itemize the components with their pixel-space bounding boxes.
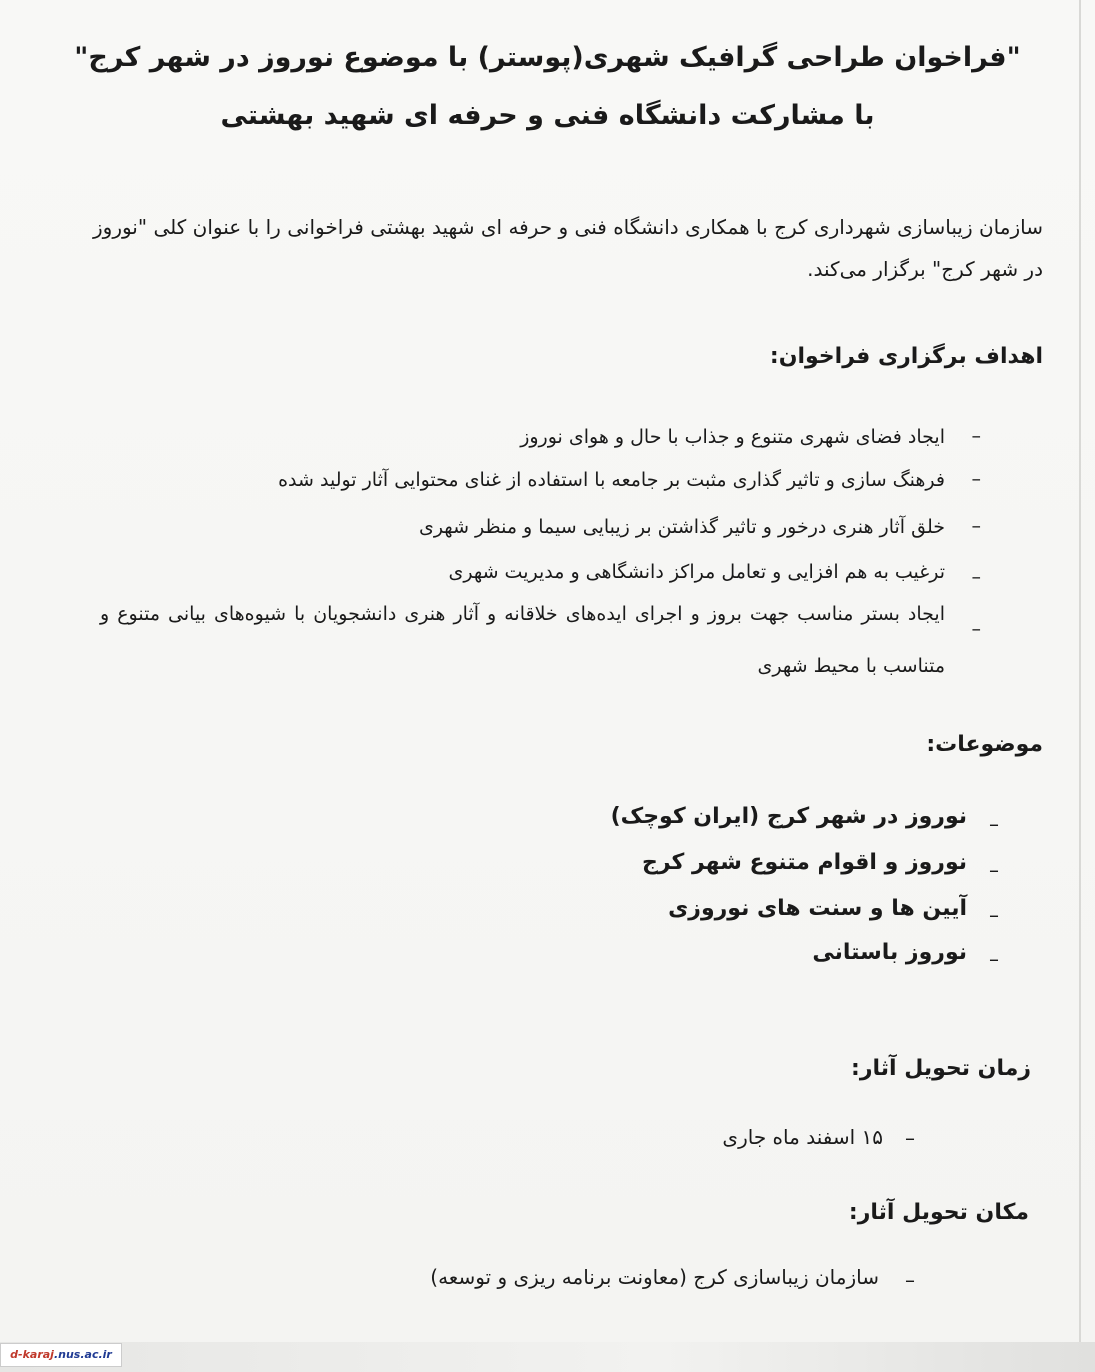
topic-bullet: – (989, 812, 999, 836)
goal-bullet: – (971, 425, 981, 447)
delivery-place-bullet: – (905, 1268, 915, 1292)
goal-bullet: – (971, 618, 981, 640)
page-title-line-1: "فراخوان طراحی گرافیک شهری(پوستر) با موضوع نوروز در شهر کرج" (74, 42, 1021, 73)
goal-item-2: فرهنگ سازی و تاثیر گذاری مثبت بر جامعه با استفاده از غنای محتوایی آثار تولید شده (278, 469, 945, 491)
topic-bullet: – (989, 858, 999, 882)
goal-bullet: – (971, 515, 981, 537)
topics-heading: موضوعات: (926, 732, 1043, 757)
topic-item-1: نوروز در شهر کرج (ایران کوچک) (610, 804, 967, 829)
goal-item-1: ایجاد فضای شهری متنوع و جذاب با حال و هوای نوروز (520, 426, 945, 448)
delivery-place-value: سازمان زیباسازی کرج (معاونت برنامه ریزی و توسعه) (430, 1265, 879, 1289)
delivery-place-heading: مکان تحویل آثار: (848, 1200, 1029, 1225)
topic-item-3: آیین ها و سنت های نوروزی (668, 896, 967, 921)
delivery-time-value: ۱۵ اسفند ماه جاری (722, 1125, 883, 1149)
intro-paragraph: سازمان زیباسازی شهرداری کرج با همکاری دانشگاه فنی و حرفه ای شهید بهشتی فراخوانی را با عنوان کلی "نوروز در شهر کرج" برگزار می‌کند. (93, 215, 1043, 281)
page-edge-shadow (1079, 0, 1081, 1372)
watermark-part-a: d-karaj (10, 1348, 54, 1361)
delivery-time-heading: زمان تحویل آثار: (851, 1056, 1031, 1081)
goal-item-4: ترغیب به هم افزایی و تعامل مراکز دانشگاهی و مدیریت شهری (448, 561, 945, 583)
goal-bullet: – (971, 566, 981, 588)
topic-item-2: نوروز و اقوام متنوع شهر کرج (641, 850, 967, 875)
watermark-part-b: .nus.ac.ir (53, 1348, 112, 1361)
topic-bullet: – (989, 903, 999, 927)
goals-heading: اهداف برگزاری فراخوان: (769, 344, 1043, 369)
goal-item-3: خلق آثار هنری درخور و تاثیر گذاشتن بر زیبایی سیما و منظر شهری (418, 516, 945, 538)
scan-footer-bar (0, 1342, 1095, 1372)
site-watermark-link[interactable] (0, 1343, 122, 1367)
goal-item-5: ایجاد بستر مناسب جهت بروز و اجرای ایده‌های خلاقانه و آثار هنری دانشجویان با شیوه‌های بیانی متنوع و متناسب با محیط شهری (100, 603, 945, 677)
goal-bullet: – (971, 468, 981, 490)
page-title-line-2: با مشارکت دانشگاه فنی و حرفه ای شهید بهشتی (220, 100, 875, 131)
topic-bullet: – (989, 947, 999, 971)
delivery-time-bullet: – (905, 1126, 915, 1150)
topic-item-4: نوروز باستانی (812, 940, 967, 965)
